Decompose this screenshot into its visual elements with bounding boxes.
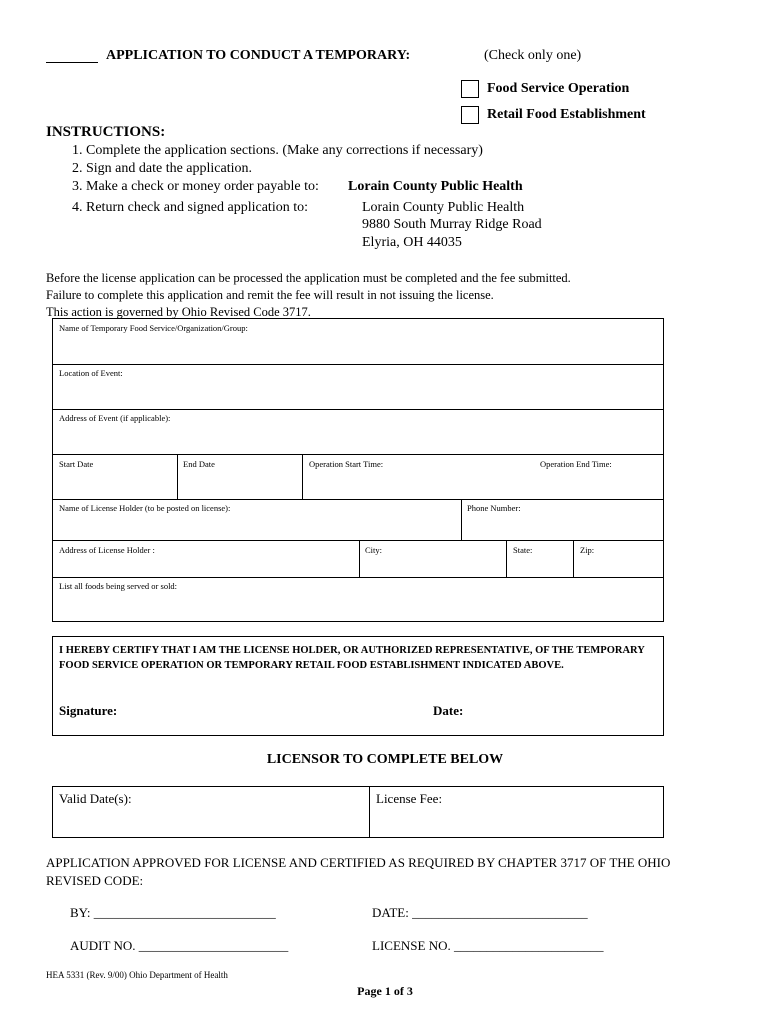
- instruction-item-4: 4. Return check and signed application to:: [72, 200, 308, 215]
- event-address-field[interactable]: Address of Event (if applicable):: [59, 413, 171, 423]
- page-title: APPLICATION TO CONDUCT A TEMPORARY:: [106, 48, 411, 63]
- instruction-item-2: 2. Sign and date the application.: [72, 161, 253, 176]
- notice-paragraph: [46, 270, 746, 321]
- form-id: HEA 5331 (Rev. 9/00) Ohio Department of Health: [46, 970, 228, 980]
- payable-to: Lorain County Public Health: [348, 179, 523, 194]
- food-service-checkbox[interactable]: [461, 80, 479, 98]
- certification-text: I HEREBY CERTIFY THAT I AM THE LICENSE HOLDER, OR AUTHORIZED REPRESENTATIVE, OF THE TEMPORARY FOOD SERVICE OPERATION OR TEMPORARY RETAIL FOOD ESTABLISHMENT INDICATED ABOVE.: [59, 645, 645, 671]
- application-form: [52, 318, 664, 622]
- zip-field[interactable]: Zip:: [580, 545, 595, 555]
- start-date-field[interactable]: Start Date: [59, 459, 94, 469]
- notice-line-1: Before the license application can be processed the application must be completed and the fee submitted.: [46, 271, 571, 285]
- retail-food-label: Retail Food Establishment: [487, 107, 646, 122]
- foods-field[interactable]: List all foods being served or sold:: [59, 581, 178, 591]
- retail-food-checkbox[interactable]: [461, 106, 479, 124]
- instruction-item-3: 3. Make a check or money order payable to:: [72, 179, 319, 194]
- instructions-heading: INSTRUCTIONS:: [46, 124, 166, 140]
- approval-text: APPLICATION APPROVED FOR LICENSE AND CERTIFIED AS REQUIRED BY CHAPTER 3717 OF THE OHIO REVISED CODE:: [46, 855, 671, 888]
- notice-line-2: Failure to complete this application and remit the fee will result in not issuing the license.: [46, 288, 494, 302]
- certification-box: [52, 636, 664, 736]
- city-field[interactable]: City:: [365, 545, 383, 555]
- address-line-3: Elyria, OH 44035: [362, 235, 462, 250]
- licensor-heading: LICENSOR TO COMPLETE BELOW: [266, 752, 504, 767]
- address-line-1: Lorain County Public Health: [362, 200, 525, 215]
- end-date-field[interactable]: End Date: [183, 459, 215, 469]
- license-fee-field[interactable]: License Fee:: [376, 791, 443, 806]
- org-name-field[interactable]: Name of Temporary Food Service/Organization/Group:: [59, 323, 248, 333]
- address-line-2: 9880 South Murray Ridge Road: [362, 217, 542, 232]
- instruction-item-1: 1. Complete the application sections. (Make any corrections if necessary): [72, 143, 483, 158]
- notice-line-3: This action is governed by Ohio Revised Code 3717.: [46, 305, 311, 319]
- by-line[interactable]: BY: ____________________________: [70, 905, 276, 920]
- approval-date-line[interactable]: DATE: ___________________________: [372, 905, 588, 920]
- holder-name-field[interactable]: Name of License Holder (to be posted on license):: [59, 503, 231, 513]
- licensor-box: [52, 786, 664, 838]
- valid-dates-field[interactable]: Valid Date(s):: [59, 791, 132, 806]
- phone-field[interactable]: Phone Number:: [467, 503, 521, 513]
- holder-address-field[interactable]: Address of License Holder :: [59, 545, 155, 555]
- signature-label[interactable]: Signature:: [59, 703, 118, 718]
- license-no-line[interactable]: LICENSE NO. _______________________: [372, 938, 604, 953]
- page-number: Page 1 of 3: [357, 984, 413, 998]
- op-end-time-field[interactable]: Operation End Time:: [540, 459, 612, 469]
- food-service-label: Food Service Operation: [487, 81, 630, 96]
- cert-date-label[interactable]: Date:: [433, 703, 464, 718]
- title-blank-line: [46, 50, 98, 63]
- state-field[interactable]: State:: [513, 545, 533, 555]
- check-only-note: (Check only one): [484, 48, 582, 63]
- audit-no-line[interactable]: AUDIT NO. _______________________: [70, 938, 289, 953]
- op-start-time-field[interactable]: Operation Start Time:: [309, 459, 384, 469]
- location-field[interactable]: Location of Event:: [59, 368, 123, 378]
